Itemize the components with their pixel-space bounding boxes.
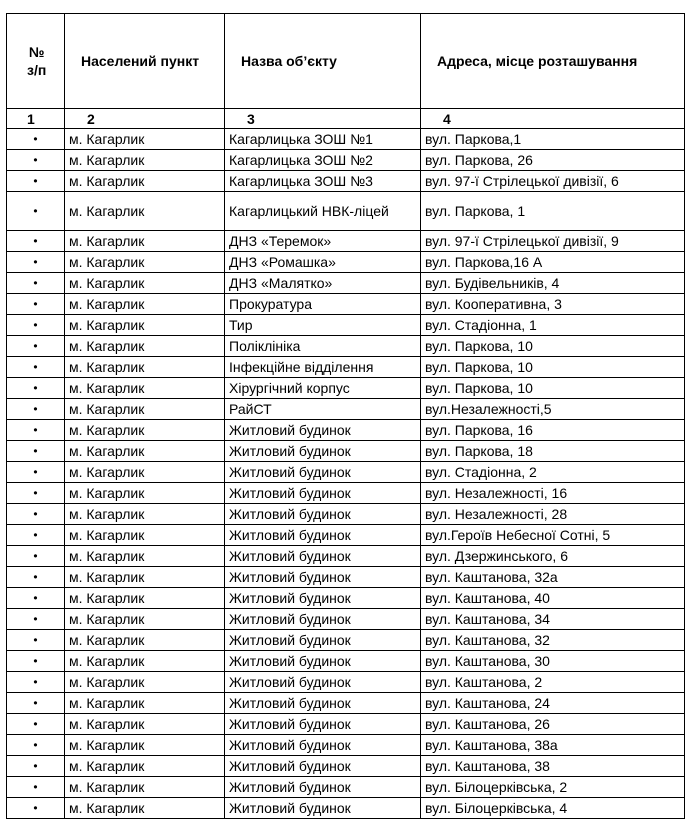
- table-row: [7, 546, 685, 567]
- place-cell: м. Кагарлик: [65, 651, 225, 672]
- address-cell: вул. Паркова, 10: [421, 336, 685, 357]
- address-cell: вул. Паркова, 26: [421, 150, 685, 171]
- address-cell: вул. Незалежності, 28: [421, 504, 685, 525]
- object-cell: Житловий будинок: [225, 504, 421, 525]
- address-cell: вул. Паркова, 1: [421, 192, 685, 231]
- address-cell: вул. Білоцерківська, 4: [421, 798, 685, 819]
- bullet-cell: •: [7, 504, 65, 525]
- place-cell: м. Кагарлик: [65, 294, 225, 315]
- bullet-cell: •: [7, 567, 65, 588]
- bullet-cell: •: [7, 378, 65, 399]
- table-row: [7, 420, 685, 441]
- bullet-cell: •: [7, 462, 65, 483]
- address-cell: вул. Білоцерківська, 2: [421, 777, 685, 798]
- address-cell: вул. Каштанова, 40: [421, 588, 685, 609]
- address-cell: вул. Каштанова, 34: [421, 609, 685, 630]
- table-row: [7, 483, 685, 504]
- address-cell: вул. Каштанова, 2: [421, 672, 685, 693]
- object-cell: Житловий будинок: [225, 420, 421, 441]
- object-cell: ДНЗ «Теремок»: [225, 231, 421, 252]
- bullet-cell: •: [7, 399, 65, 420]
- object-cell: Житловий будинок: [225, 735, 421, 756]
- address-cell: вул. Будівельників, 4: [421, 273, 685, 294]
- place-cell: м. Кагарлик: [65, 252, 225, 273]
- bullet-cell: •: [7, 714, 65, 735]
- bullet-cell: •: [7, 441, 65, 462]
- table-row: [7, 588, 685, 609]
- address-cell: вул. Паркова,16 А: [421, 252, 685, 273]
- bullet-cell: •: [7, 129, 65, 150]
- place-cell: м. Кагарлик: [65, 129, 225, 150]
- place-cell: м. Кагарлик: [65, 462, 225, 483]
- table-row: [7, 336, 685, 357]
- index-cell: 3: [225, 109, 421, 129]
- place-cell: м. Кагарлик: [65, 192, 225, 231]
- table-row: [7, 651, 685, 672]
- table-row: [7, 399, 685, 420]
- bullet-cell: •: [7, 315, 65, 336]
- bullet-cell: •: [7, 420, 65, 441]
- place-cell: м. Кагарлик: [65, 630, 225, 651]
- object-cell: Житловий будинок: [225, 714, 421, 735]
- address-cell: вул. Каштанова, 32а: [421, 567, 685, 588]
- object-cell: Житловий будинок: [225, 756, 421, 777]
- place-cell: м. Кагарлик: [65, 588, 225, 609]
- place-cell: м. Кагарлик: [65, 567, 225, 588]
- address-cell: вул. Дзержинського, 6: [421, 546, 685, 567]
- object-cell: Кагарлицька ЗОШ №2: [225, 150, 421, 171]
- place-cell: м. Кагарлик: [65, 231, 225, 252]
- place-cell: м. Кагарлик: [65, 672, 225, 693]
- object-cell: Житловий будинок: [225, 609, 421, 630]
- header-number-line2: з/п: [27, 62, 47, 78]
- bullet-cell: •: [7, 609, 65, 630]
- index-cell: 2: [65, 109, 225, 129]
- address-cell: вул. Каштанова, 38а: [421, 735, 685, 756]
- object-cell: Прокуратура: [225, 294, 421, 315]
- bullet-cell: •: [7, 777, 65, 798]
- address-cell: вул. 97-ї Стрілецької дивізії, 6: [421, 171, 685, 192]
- address-cell: вул. Стадіонна, 2: [421, 462, 685, 483]
- bullet-cell: •: [7, 273, 65, 294]
- bullet-cell: •: [7, 588, 65, 609]
- address-cell: вул. 97-ї Стрілецької дивізії, 9: [421, 231, 685, 252]
- bullet-cell: •: [7, 171, 65, 192]
- place-cell: м. Кагарлик: [65, 399, 225, 420]
- object-cell: ДНЗ «Малятко»: [225, 273, 421, 294]
- bullet-cell: •: [7, 651, 65, 672]
- bullet-cell: •: [7, 735, 65, 756]
- place-cell: м. Кагарлик: [65, 798, 225, 819]
- object-cell: Житловий будинок: [225, 672, 421, 693]
- bullet-cell: •: [7, 525, 65, 546]
- place-cell: м. Кагарлик: [65, 171, 225, 192]
- object-cell: Житловий будинок: [225, 651, 421, 672]
- header-place: Населений пункт: [65, 14, 225, 109]
- bullet-cell: •: [7, 693, 65, 714]
- table-row: [7, 294, 685, 315]
- object-cell: Житловий будинок: [225, 798, 421, 819]
- place-cell: м. Кагарлик: [65, 150, 225, 171]
- place-cell: м. Кагарлик: [65, 609, 225, 630]
- header-number-line1: №: [28, 44, 45, 60]
- table-row: [7, 192, 685, 231]
- place-cell: м. Кагарлик: [65, 273, 225, 294]
- object-cell: Поліклініка: [225, 336, 421, 357]
- bullet-cell: •: [7, 294, 65, 315]
- bullet-cell: •: [7, 192, 65, 231]
- object-cell: Житловий будинок: [225, 462, 421, 483]
- table-row: [7, 609, 685, 630]
- bullet-cell: •: [7, 231, 65, 252]
- table-row: [7, 252, 685, 273]
- address-cell: вул. Каштанова, 26: [421, 714, 685, 735]
- table-row: [7, 462, 685, 483]
- object-cell: Кагарлицький НВК-ліцей: [225, 192, 421, 231]
- place-cell: м. Кагарлик: [65, 525, 225, 546]
- place-cell: м. Кагарлик: [65, 315, 225, 336]
- place-cell: м. Кагарлик: [65, 756, 225, 777]
- bullet-cell: •: [7, 546, 65, 567]
- object-cell: Інфекційне відділення: [225, 357, 421, 378]
- address-cell: вул. Стадіонна, 1: [421, 315, 685, 336]
- object-cell: Тир: [225, 315, 421, 336]
- bullet-cell: •: [7, 756, 65, 777]
- object-cell: Житловий будинок: [225, 483, 421, 504]
- table-row: [7, 273, 685, 294]
- bullet-cell: •: [7, 483, 65, 504]
- address-cell: вул. Паркова, 16: [421, 420, 685, 441]
- address-cell: вул. Паркова, 10: [421, 378, 685, 399]
- header-object: Назва об’єкту: [225, 14, 421, 109]
- table-row: [7, 441, 685, 462]
- place-cell: м. Кагарлик: [65, 777, 225, 798]
- table-row: [7, 357, 685, 378]
- object-cell: РайСТ: [225, 399, 421, 420]
- object-cell: Хірургічний корпус: [225, 378, 421, 399]
- address-cell: вул. Паркова,1: [421, 129, 685, 150]
- table-row: [7, 378, 685, 399]
- object-cell: Житловий будинок: [225, 693, 421, 714]
- bullet-cell: •: [7, 798, 65, 819]
- place-cell: м. Кагарлик: [65, 735, 225, 756]
- object-cell: Кагарлицька ЗОШ №3: [225, 171, 421, 192]
- object-cell: ДНЗ «Ромашка»: [225, 252, 421, 273]
- address-cell: вул.Героїв Небесної Сотні, 5: [421, 525, 685, 546]
- object-cell: Житловий будинок: [225, 567, 421, 588]
- bullet-cell: •: [7, 252, 65, 273]
- object-cell: Житловий будинок: [225, 588, 421, 609]
- object-cell: Житловий будинок: [225, 630, 421, 651]
- table-row: [7, 150, 685, 171]
- table-row: [7, 714, 685, 735]
- table-row: [7, 129, 685, 150]
- table-row: [7, 777, 685, 798]
- table-row: [7, 525, 685, 546]
- place-cell: м. Кагарлик: [65, 714, 225, 735]
- index-row: [7, 109, 685, 129]
- table-row: [7, 504, 685, 525]
- place-cell: м. Кагарлик: [65, 420, 225, 441]
- object-cell: Житловий будинок: [225, 525, 421, 546]
- place-cell: м. Кагарлик: [65, 546, 225, 567]
- bullet-cell: •: [7, 336, 65, 357]
- table-row: [7, 672, 685, 693]
- place-cell: м. Кагарлик: [65, 693, 225, 714]
- place-cell: м. Кагарлик: [65, 336, 225, 357]
- bullet-cell: •: [7, 672, 65, 693]
- object-cell: Кагарлицька ЗОШ №1: [225, 129, 421, 150]
- index-cell: 4: [421, 109, 685, 129]
- address-cell: вул. Кооперативна, 3: [421, 294, 685, 315]
- table-row: [7, 171, 685, 192]
- table-row: [7, 798, 685, 819]
- table-row: [7, 693, 685, 714]
- bullet-cell: •: [7, 630, 65, 651]
- place-cell: м. Кагарлик: [65, 357, 225, 378]
- header-number: [7, 14, 65, 109]
- table-row: [7, 756, 685, 777]
- address-cell: вул. Каштанова, 24: [421, 693, 685, 714]
- address-cell: вул. Незалежності, 16: [421, 483, 685, 504]
- table-row: [7, 315, 685, 336]
- table-row: [7, 735, 685, 756]
- objects-table: [6, 13, 685, 819]
- table-row: [7, 630, 685, 651]
- place-cell: м. Кагарлик: [65, 441, 225, 462]
- bullet-cell: •: [7, 150, 65, 171]
- header-address: Адреса, місце розташування: [421, 14, 685, 109]
- header-row: [7, 14, 685, 109]
- object-cell: Житловий будинок: [225, 441, 421, 462]
- object-cell: Житловий будинок: [225, 546, 421, 567]
- bullet-cell: •: [7, 357, 65, 378]
- index-cell: 1: [7, 109, 65, 129]
- object-cell: Житловий будинок: [225, 777, 421, 798]
- address-cell: вул. Паркова, 18: [421, 441, 685, 462]
- place-cell: м. Кагарлик: [65, 504, 225, 525]
- place-cell: м. Кагарлик: [65, 378, 225, 399]
- table-row: [7, 567, 685, 588]
- place-cell: м. Кагарлик: [65, 483, 225, 504]
- address-cell: вул.Незалежності,5: [421, 399, 685, 420]
- table-row: [7, 231, 685, 252]
- address-cell: вул. Паркова, 10: [421, 357, 685, 378]
- address-cell: вул. Каштанова, 30: [421, 651, 685, 672]
- address-cell: вул. Каштанова, 32: [421, 630, 685, 651]
- address-cell: вул. Каштанова, 38: [421, 756, 685, 777]
